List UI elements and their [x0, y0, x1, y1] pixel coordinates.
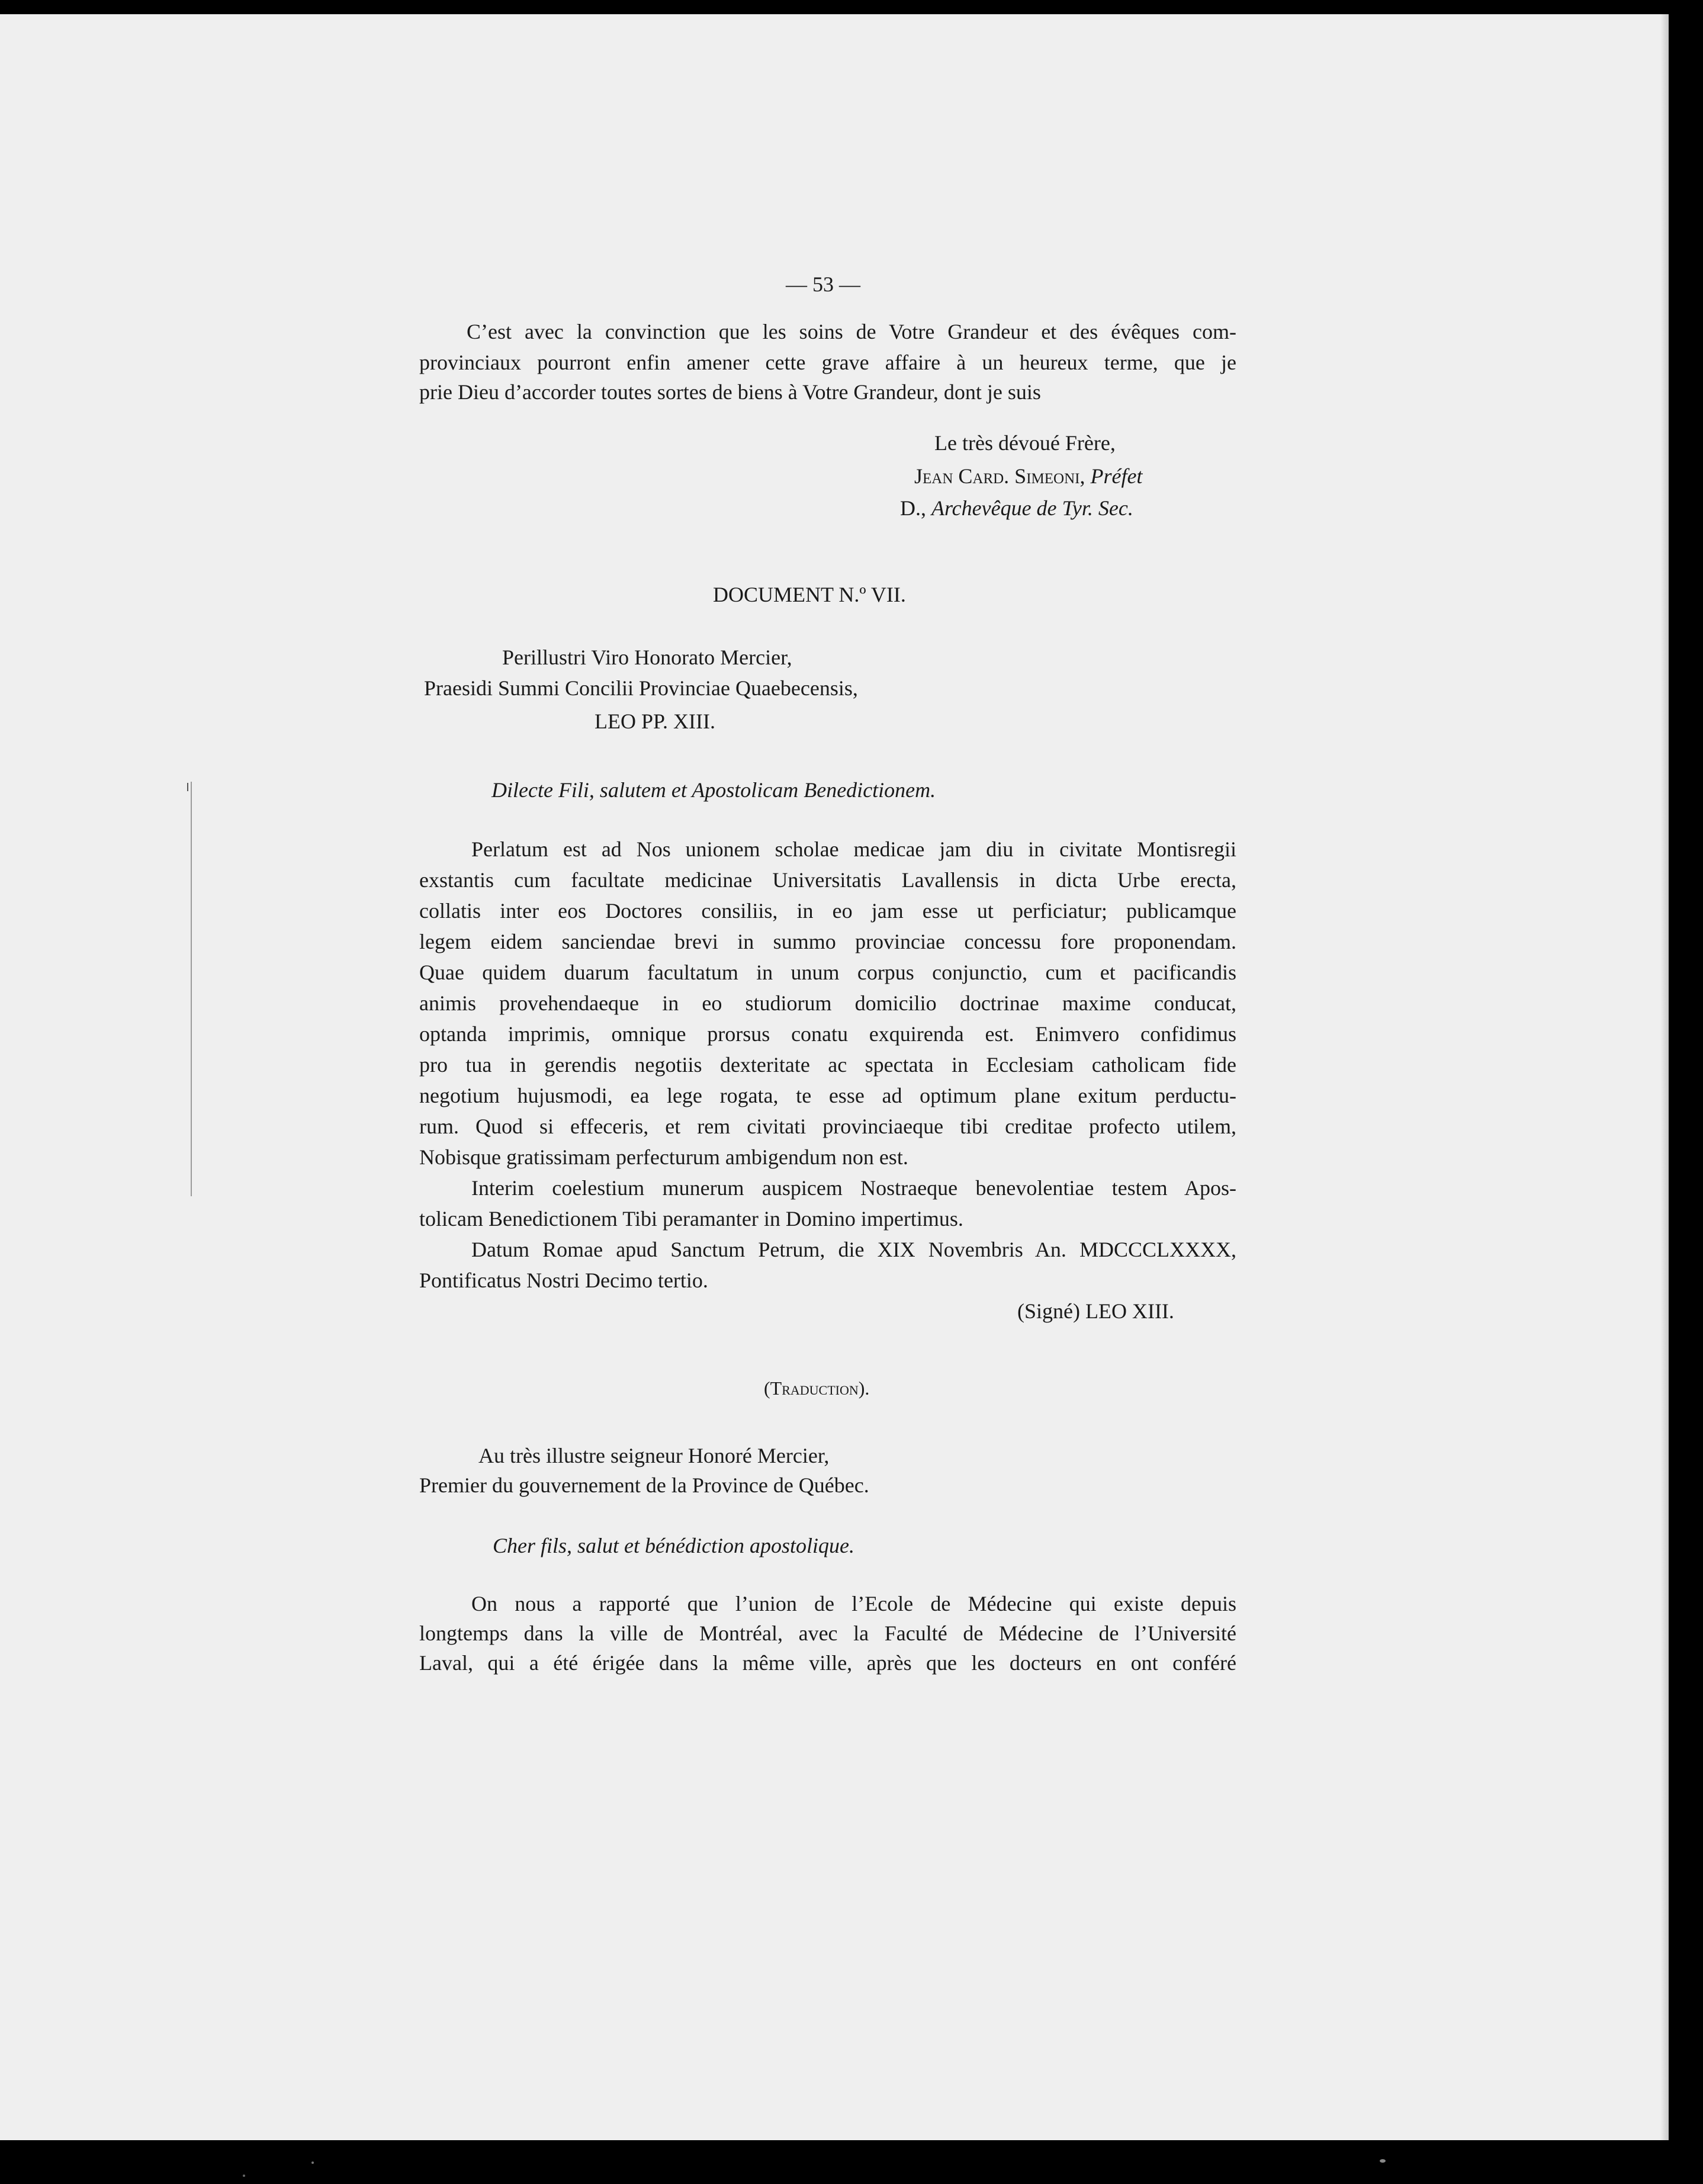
- address-line-3: LEO PP. XIII.: [595, 709, 715, 733]
- latin-line-13: tolicam Benedictionem Tibi peramanter in Domino impertimus.: [419, 1207, 963, 1231]
- translation-heading-text: (Traduction).: [764, 1377, 870, 1399]
- document-heading: DOCUMENT N.º VII.: [713, 583, 906, 606]
- signer-1-title: Préfet: [1090, 464, 1143, 488]
- translation-salutation: Cher fils, salut et bénédiction apostolique.: [493, 1534, 854, 1557]
- signer-2-prefix: D.,: [900, 496, 926, 520]
- latin-salutation: Dilecte Fili, salutem et Apostolicam Benedictionem.: [491, 778, 936, 802]
- address-line-2: Praesidi Summi Concilii Provinciae Quaebecensis,: [424, 676, 858, 700]
- latin-signature: (Signé) LEO XIII.: [1017, 1299, 1174, 1323]
- latin-line-9: negotium hujusmodi, ea lege rogata, te esse ad optimum plane exitum perductu-: [419, 1084, 1236, 1107]
- letter-signer-2: [900, 497, 1133, 519]
- letter-line-1: C’est avec la convinction que les soins de Votre Grandeur et des évêques com-: [467, 320, 1236, 343]
- scan-speck: [243, 2175, 245, 2177]
- latin-line-3: collatis inter eos Doctores consiliis, in eo jam esse ut perficiatur; publicamque: [419, 899, 1236, 923]
- latin-line-4: legem eidem sanciendae brevi in summo provinciae concessu fore proponendam.: [419, 930, 1236, 953]
- latin-line-11: Nobisque gratissimam perfecturum ambigendum non est.: [419, 1145, 908, 1169]
- latin-line-6: animis provehendaeque in eo studiorum domicilio doctrinae maxime conducat,: [419, 991, 1236, 1015]
- binding-tick: [187, 783, 188, 791]
- latin-line-12: Interim coelestium munerum auspicem Nostraeque benevolentiae testem Apos-: [471, 1176, 1236, 1200]
- letter-line-2: provinciaux pourront enfin amener cette grave affaire à un heureux terme, que je: [419, 351, 1236, 374]
- translation-address-2: Premier du gouvernement de la Province de Québec.: [419, 1473, 869, 1497]
- address-line-1: Perillustri Viro Honorato Mercier,: [502, 645, 792, 669]
- letter-line-3: prie Dieu d’accorder toutes sortes de biens à Votre Grandeur, dont je suis: [419, 380, 1041, 404]
- translation-line-2: longtemps dans la ville de Montréal, avec la Faculté de Médecine de l’Université: [419, 1621, 1236, 1645]
- signer-1-name: Jean Card. Simeoni,: [914, 464, 1085, 488]
- binding-mark: [191, 782, 192, 1196]
- translation-line-1: On nous a rapporté que l’union de l’Ecole de Médecine qui existe depuis: [471, 1592, 1236, 1615]
- latin-line-14: Datum Romae apud Sanctum Petrum, die XIX Novembris An. MDCCCLXXXX,: [471, 1238, 1236, 1261]
- page-edge-shadow: [1660, 14, 1669, 2140]
- scan-speck: [1380, 2159, 1386, 2163]
- translation-address-1: Au très illustre seigneur Honoré Mercier,: [478, 1444, 830, 1467]
- letter-signer-1: [914, 465, 1142, 487]
- latin-line-8: pro tua in gerendis negotiis dexteritate ac spectata in Ecclesiam catholicam fide: [419, 1053, 1236, 1077]
- latin-line-1: Perlatum est ad Nos unionem scholae medicae jam diu in civitate Montisregii: [471, 837, 1236, 861]
- page-number: — 53 —: [786, 272, 860, 296]
- scan-speck: [311, 2161, 314, 2164]
- translation-line-3: Laval, qui a été érigée dans la même ville, après que les docteurs en ont conféré: [419, 1651, 1236, 1675]
- latin-line-7: optanda imprimis, omnique prorsus conatu exquirenda est. Enimvero confidimus: [419, 1022, 1236, 1046]
- signer-2-title: Archevêque de Tyr. Sec.: [931, 496, 1133, 520]
- latin-line-15: Pontificatus Nostri Decimo tertio.: [419, 1268, 708, 1292]
- latin-line-10: rum. Quod si effeceris, et rem civitati provinciaeque tibi creditae profecto utilem,: [419, 1115, 1236, 1138]
- latin-line-2: exstantis cum facultate medicinae Universitatis Lavallensis in dicta Urbe erecta,: [419, 868, 1236, 892]
- latin-line-5: Quae quidem duarum facultatum in unum corpus conjunctio, cum et pacificandis: [419, 961, 1236, 984]
- letter-closing: Le très dévoué Frère,: [934, 431, 1116, 455]
- translation-heading: [764, 1377, 869, 1399]
